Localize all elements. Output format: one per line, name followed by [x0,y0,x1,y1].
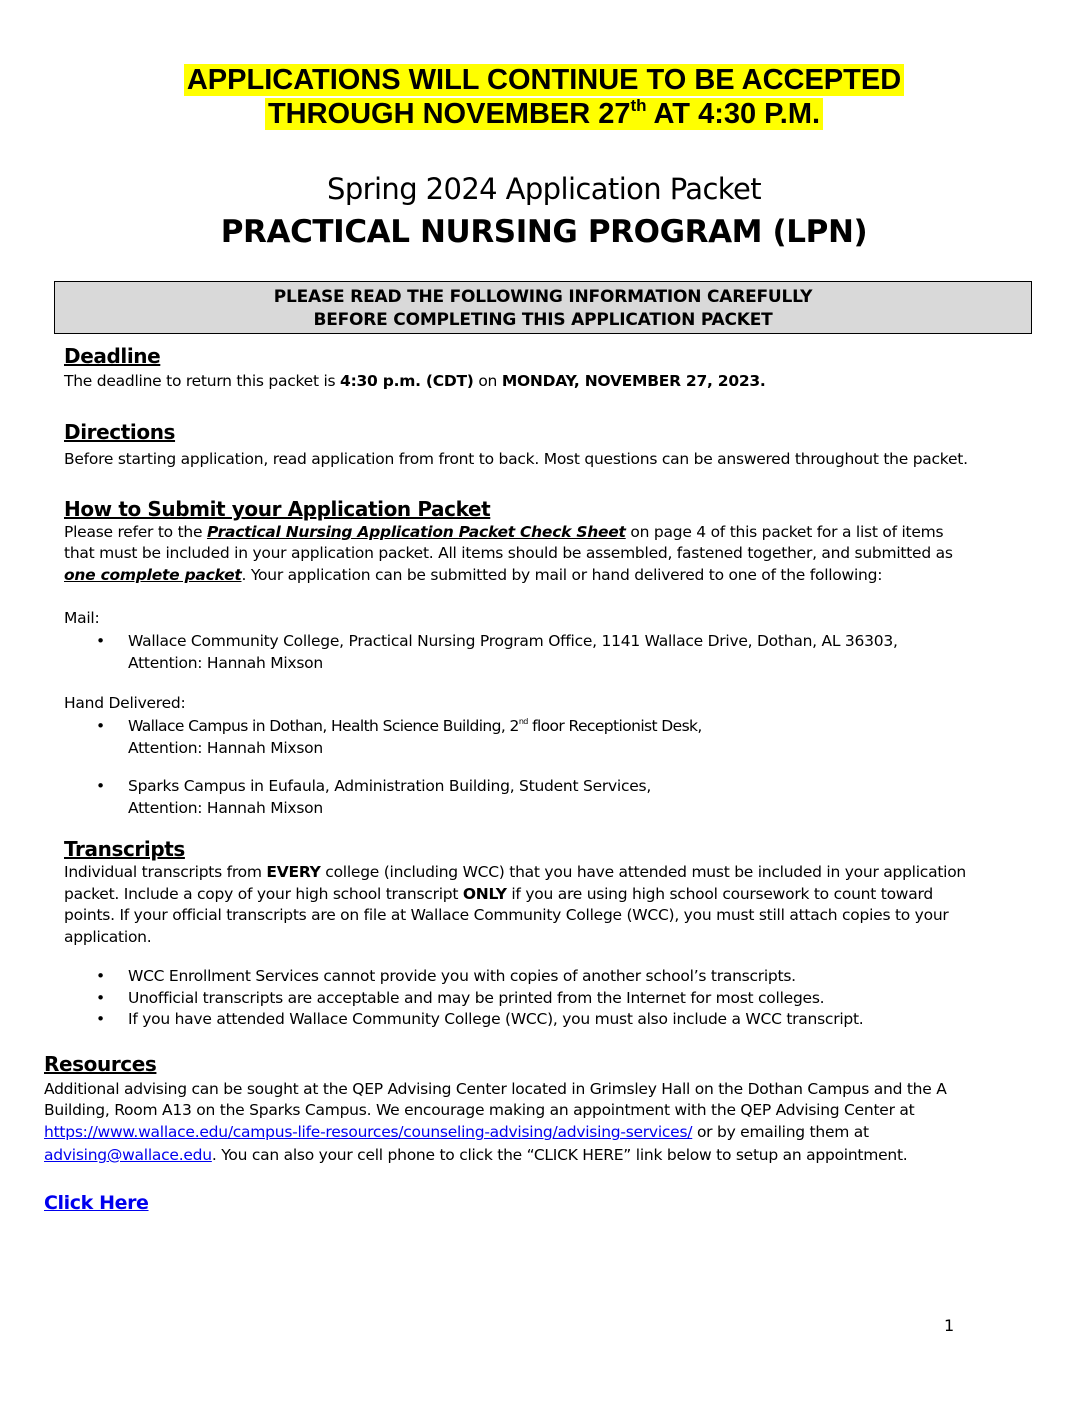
transcripts-line3: points. If your official transcripts are on file at Wallace Community College (WCC), you must still attach copies to your [64,906,949,924]
click-here-link[interactable]: Click Here [44,1192,149,1214]
notice-box [54,281,1032,334]
directions-heading: Directions [64,420,176,444]
list-item: • WCC Enrollment Services cannot provide you with copies of another school’s transcripts. [128,966,863,988]
transcripts-line1: Individual transcripts from EVERY college (including WCC) that you have attended must be included in your application [64,863,967,881]
hand-delivered-label: Hand Delivered: [64,694,186,712]
deadline-banner-line1 [0,63,1088,97]
mail-label: Mail: [64,609,100,627]
list-item: • Sparks Campus in Eufaula, Administration Building, Student Services, Attention: Hannah Mixson [96,777,652,817]
program-title: PRACTICAL NURSING PROGRAM (LPN) [220,214,868,250]
resources-heading: Resources [44,1052,157,1076]
bullet-icon: • [96,1010,105,1028]
resources-line4: advising@wallace.edu. You can also your cell phone to click the “CLICK HERE” link below to setup an appointment. [44,1146,908,1164]
banner-line1-text: APPLICATIONS WILL CONTINUE TO BE ACCEPTED [184,64,904,96]
page-number: 1 [944,1316,955,1335]
submit-paragraph-line1: Please refer to the Practical Nursing Application Packet Check Sheet on page 4 of this packet for a list of items [64,523,944,541]
hand-delivered-list [96,716,702,819]
submit-heading: How to Submit your Application Packet [64,497,491,521]
advising-services-link[interactable]: https://www.wallace.edu/campus-life-resources/counseling-advising/advising-services/ [44,1123,693,1141]
deadline-banner-line2 [0,97,1088,131]
directions-text: Before starting application, read application from front to back. Most questions can be answered throughout the packet. [64,450,968,468]
list-item: • Wallace Community College, Practical Nursing Program Office, 1141 Wallace Drive, Dothan, AL 36303, Attention: Hannah Mixson [96,632,898,672]
resources-line1: Additional advising can be sought at the QEP Advising Center located in Grimsley Hall on the Dothan Campus and the A [44,1080,947,1098]
check-sheet-reference: Practical Nursing Application Packet Check Sheet [206,523,626,541]
submit-paragraph-line3: one complete packet. Your application can be submitted by mail or hand delivered to one of the following: [64,566,883,584]
list-item: • Wallace Campus in Dothan, Health Science Building, 2nd floor Receptionist Desk, Attention: Hannah Mixson [96,717,702,757]
deadline-time: 4:30 p.m. (CDT) [340,372,474,390]
bullet-icon: • [96,777,105,795]
deadline-date: MONDAY, NOVEMBER 27, 2023. [501,372,766,390]
submit-paragraph-line2: that must be included in your application packet. All items should be assembled, fastened together, and submitted as [64,544,953,562]
deadline-heading: Deadline [64,344,161,368]
transcripts-line4: application. [64,928,152,946]
mail-list [96,631,898,674]
bullet-icon: • [96,632,105,650]
list-item: • Unofficial transcripts are acceptable and may be printed from the Internet for most colleges. [128,988,863,1010]
transcripts-line2: packet. Include a copy of your high school transcript ONLY if you are using high school coursework to count toward [64,885,933,903]
deadline-text: The deadline to return this packet is 4:30 p.m. (CDT) on MONDAY, NOVEMBER 27, 2023. [64,372,766,390]
bullet-icon: • [96,988,105,1007]
notice-line1: PLEASE READ THE FOLLOWING INFORMATION CAREFULLY [273,287,813,307]
transcripts-bullets [96,966,864,1031]
list-item: • If you have attended Wallace Community College (WCC), you must also include a WCC transcript. [128,1009,863,1031]
packet-subtitle: Spring 2024 Application Packet [327,172,761,206]
bullet-icon: • [96,967,105,985]
resources-line2: Building, Room A13 on the Sparks Campus. We encourage making an appointment with the QEP Advising Center at [44,1101,915,1119]
advising-email-link[interactable]: advising@wallace.edu [44,1146,212,1164]
notice-line2: BEFORE COMPLETING THIS APPLICATION PACKET [313,310,773,330]
one-complete-packet: one complete packet [64,566,242,584]
resources-line3: https://www.wallace.edu/campus-life-resources/counseling-advising/advising-services/ or by emailing them at [44,1123,869,1141]
transcripts-heading: Transcripts [64,837,185,861]
bullet-icon: • [96,717,105,735]
banner-line2-text: THROUGH NOVEMBER 27th AT 4:30 P.M. [265,98,823,130]
